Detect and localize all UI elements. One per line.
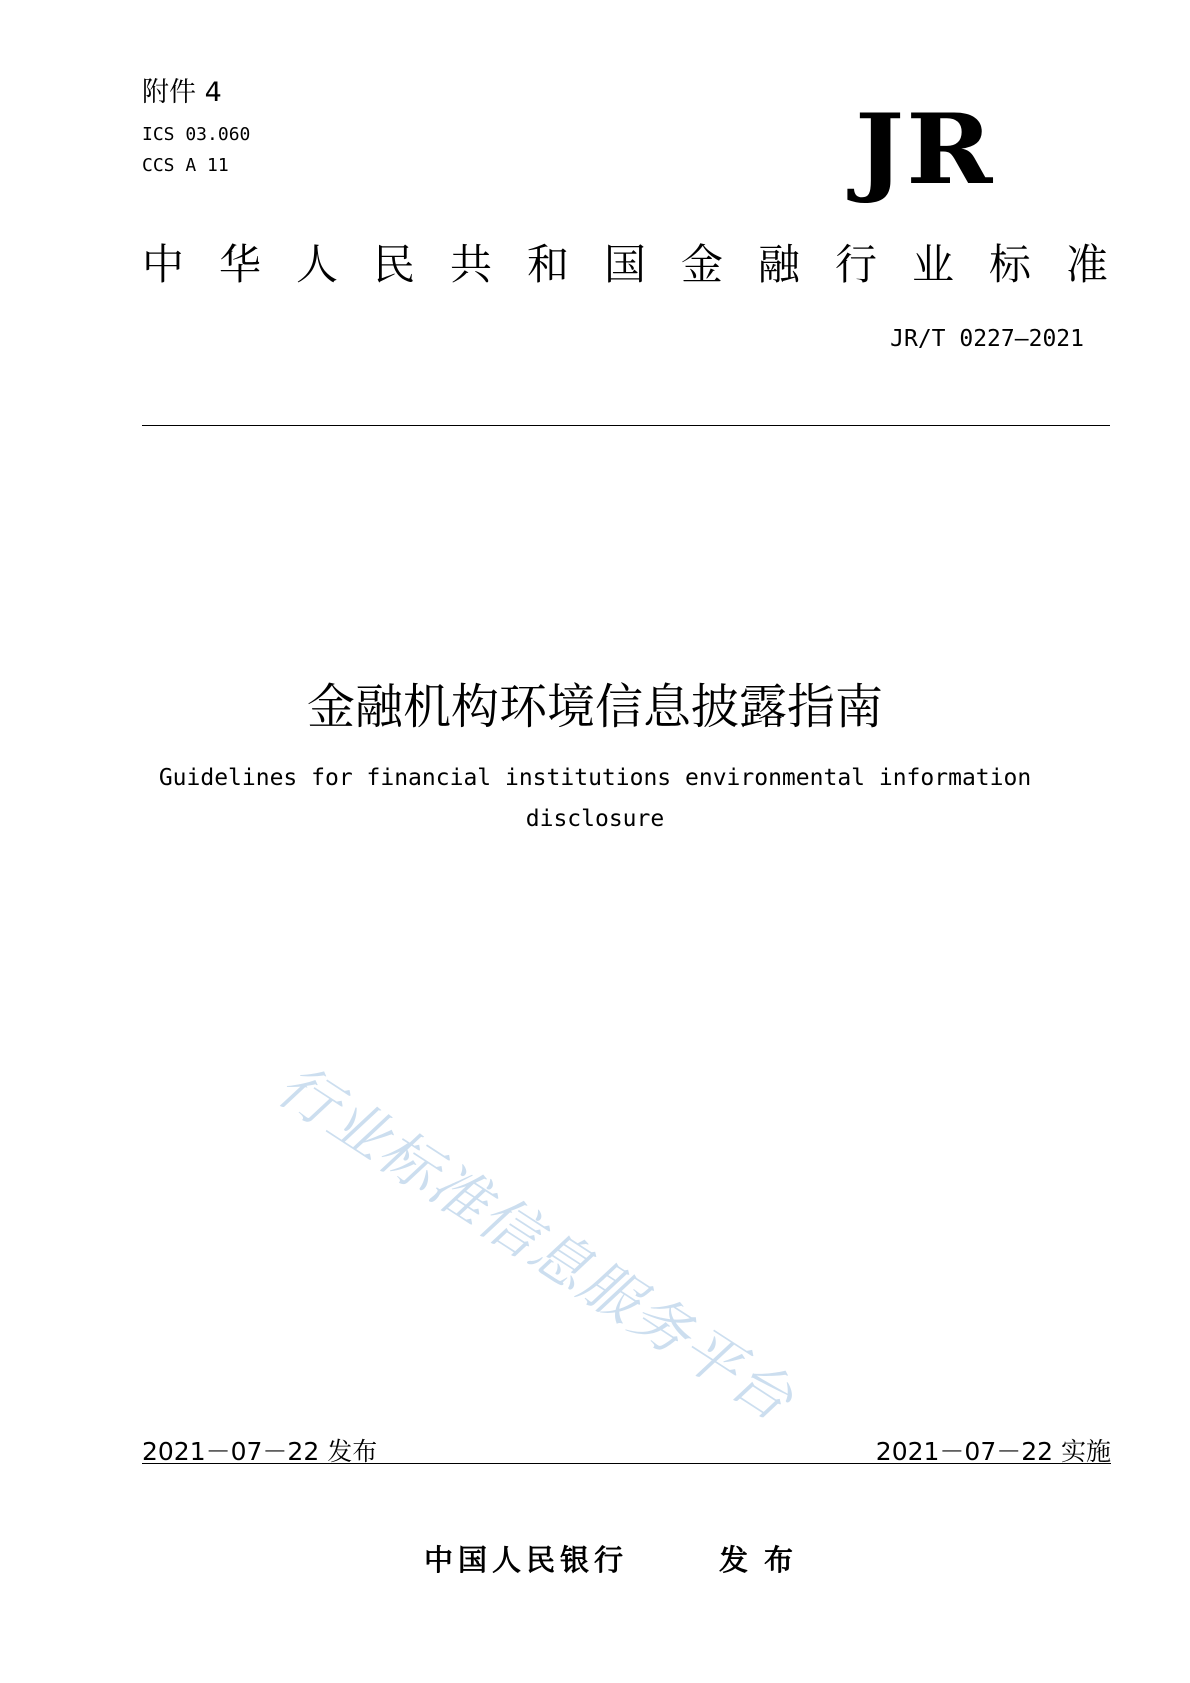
implementation-date: 2021－07－22 实施 (875, 1437, 1111, 1466)
standard-category-title: 中华人民共和国金融行业标准 (142, 240, 1144, 289)
footer-divider (142, 1463, 1111, 1464)
header-divider (142, 425, 1110, 426)
jr-logo: JR (855, 93, 995, 206)
document-title-zh: 金融机构环境信息披露指南 (306, 679, 883, 735)
issue-label: 发布 (719, 1543, 810, 1577)
issuing-authority: 中国人民银行 (424, 1543, 629, 1577)
watermark: 行业标准信息服务平台 (265, 1050, 807, 1435)
attachment-label: 附件 4 (142, 77, 222, 108)
document-title-en: Guidelines for financial institutions environmental information disclosure (158, 765, 1032, 832)
ccs-code: CCS A 11 (142, 155, 229, 176)
standard-number: JR/T 0227—2021 (890, 326, 1084, 352)
issue-date: 2021－07－22 发布 (142, 1437, 378, 1466)
ics-code: ICS 03.060 (142, 124, 251, 145)
